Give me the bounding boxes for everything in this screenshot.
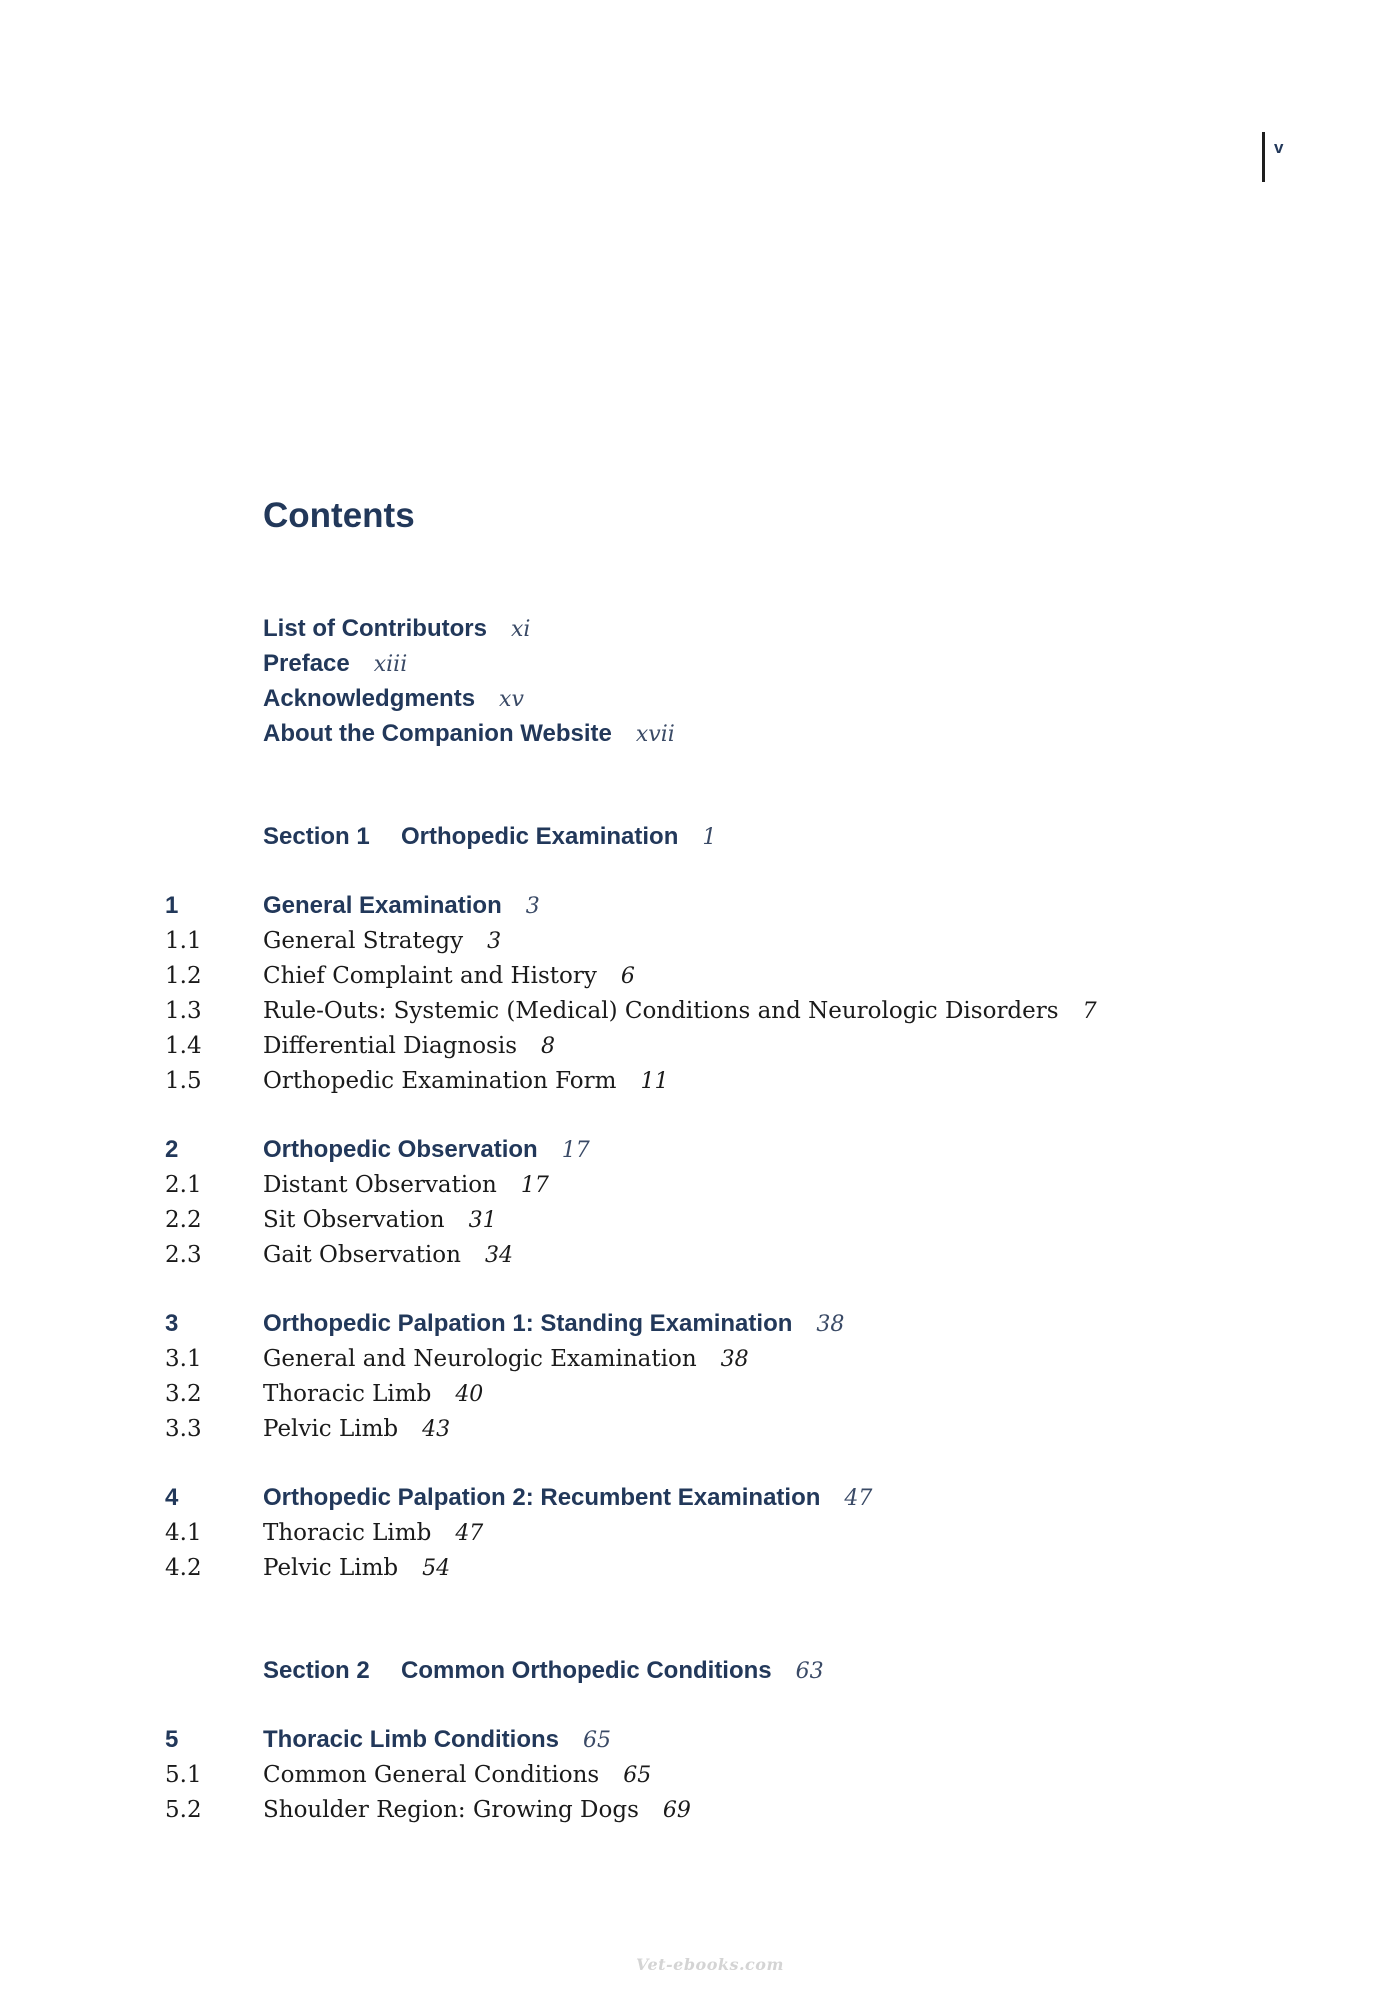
subentry-page: 11 [640, 1069, 669, 1094]
toc-entry-title: About the Companion Website [263, 720, 612, 747]
chapter-number: 1 [165, 892, 179, 919]
subentry-page: 47 [455, 1521, 484, 1546]
toc-entry-title: Preface [263, 650, 350, 677]
chapter-title: General Examination [263, 892, 502, 919]
section-title: Orthopedic Examination [401, 823, 679, 850]
subentry-page: 6 [620, 964, 635, 989]
section-page: 1 [702, 825, 717, 850]
toc-entry-page: xiii [373, 652, 408, 677]
chapter-page: 3 [525, 894, 540, 919]
subentry-page: 69 [662, 1798, 691, 1823]
subentry-number: 3.2 [165, 1381, 202, 1407]
subentry-page: 54 [422, 1556, 451, 1581]
subentry-title: Orthopedic Examination Form [263, 1068, 617, 1094]
chapter-number: 3 [165, 1310, 179, 1337]
subentry-page: 34 [484, 1243, 513, 1268]
chapter-page: 17 [561, 1138, 590, 1163]
chapter-number: 4 [165, 1484, 179, 1511]
subentry-page: 38 [720, 1347, 749, 1372]
subentry-title: Differential Diagnosis [263, 1033, 517, 1059]
subentry-page: 7 [1082, 999, 1097, 1024]
subentry-number: 1.5 [165, 1068, 202, 1094]
subentry-page: 43 [422, 1417, 451, 1442]
subentry-number: 4.2 [165, 1555, 202, 1581]
subentry-page: 3 [487, 929, 502, 954]
subentry-title: Thoracic Limb [263, 1381, 432, 1407]
subentry-title: Shoulder Region: Growing Dogs [263, 1797, 639, 1823]
subentry-page: 8 [541, 1034, 555, 1059]
subentry-title: General and Neurologic Examination [263, 1346, 697, 1372]
chapter-number: 2 [165, 1136, 179, 1163]
subentry-title: General Strategy [263, 928, 464, 954]
subentry-number: 2.1 [165, 1172, 202, 1198]
subentry-title: Common General Conditions [263, 1762, 600, 1788]
subentry-number: 2.3 [165, 1242, 202, 1268]
subentry-title: Pelvic Limb [263, 1555, 399, 1581]
subentry-title: Rule-Outs: Systemic (Medical) Conditions and Neurologic Disorders [263, 998, 1059, 1024]
section-label: Section 1 [263, 823, 370, 850]
chapter-title: Orthopedic Palpation 1: Standing Examination [263, 1310, 793, 1337]
toc-entry-title: List of Contributors [263, 615, 487, 642]
subentry-page: 40 [455, 1382, 484, 1407]
subentry-title: Sit Observation [263, 1207, 445, 1233]
page-number: v [1274, 138, 1284, 157]
subentry-number: 2.2 [165, 1207, 202, 1233]
chapter-page: 65 [583, 1728, 612, 1753]
chapter-title: Thoracic Limb Conditions [263, 1726, 560, 1753]
subentry-number: 5.2 [165, 1797, 202, 1823]
section-page: 63 [795, 1659, 824, 1684]
section-title: Common Orthopedic Conditions [401, 1657, 772, 1684]
subentry-page: 65 [623, 1763, 652, 1788]
subentry-title: Distant Observation [263, 1172, 497, 1198]
chapter-page: 38 [816, 1312, 845, 1337]
section-label: Section 2 [263, 1657, 370, 1684]
chapter-number: 5 [165, 1726, 179, 1753]
subentry-number: 1.1 [165, 928, 202, 954]
toc-entry-page: xvii [635, 722, 675, 747]
page-number-rule [1262, 132, 1265, 182]
subentry-title: Pelvic Limb [263, 1416, 399, 1442]
chapter-title: Orthopedic Palpation 2: Recumbent Examination [263, 1484, 821, 1511]
watermark-logo: Vet-ebooks.com [636, 1955, 784, 1974]
subentry-title: Gait Observation [263, 1242, 461, 1268]
chapter-page: 47 [844, 1486, 873, 1511]
subentry-title: Chief Complaint and History [263, 963, 597, 989]
toc-entry-title: Acknowledgments [263, 685, 476, 712]
toc-entry-page: xi [510, 617, 531, 642]
subentry-page: 31 [468, 1208, 497, 1233]
subentry-number: 5.1 [165, 1762, 202, 1788]
page-title: Contents [263, 496, 415, 535]
subentry-page: 17 [520, 1173, 549, 1198]
subentry-title: Thoracic Limb [263, 1520, 432, 1546]
subentry-number: 3.3 [165, 1416, 202, 1442]
subentry-number: 4.1 [165, 1520, 202, 1546]
subentry-number: 3.1 [165, 1346, 202, 1372]
subentry-number: 1.4 [165, 1033, 202, 1059]
subentry-number: 1.2 [165, 963, 202, 989]
chapter-title: Orthopedic Observation [263, 1136, 538, 1163]
subentry-number: 1.3 [165, 998, 202, 1024]
toc-entry-page: xv [499, 687, 524, 712]
